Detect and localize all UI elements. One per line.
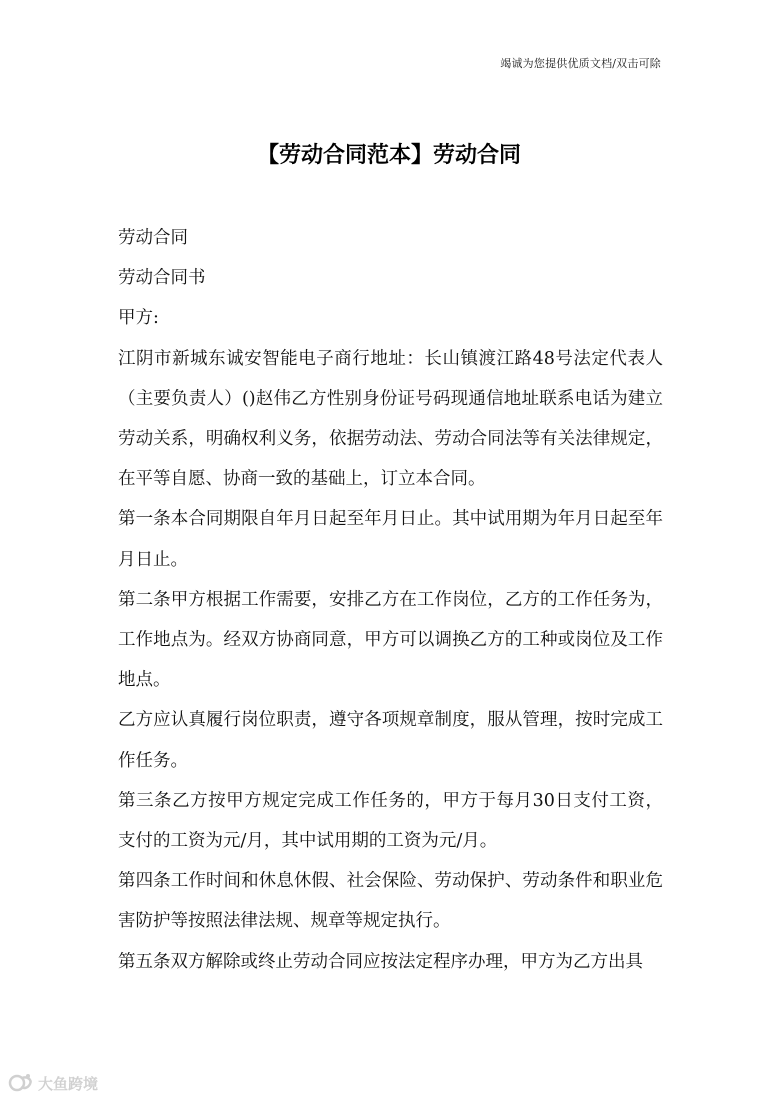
watermark-text: 大鱼跨境 (38, 1074, 99, 1093)
document-title: 【劳动合同范本】劳动合同 (256, 143, 521, 168)
watermark (8, 1072, 98, 1094)
paragraph: 劳动合同书 (118, 268, 206, 289)
brand-logo-icon (8, 1072, 34, 1094)
paragraph: 第三条乙方按甲方规定完成工作任务的，甲方于每月30日支付工资，支付的工资为元/月，其中试用期的工资为元/月。 (118, 790, 663, 852)
paragraph: 第二条甲方根据工作需要，安排乙方在工作岗位，乙方的工作任务为，工作地点为。经双方协商同意，甲方可以调换乙方的工种或岗位及工作地点。 (118, 589, 663, 691)
paragraph: 第四条工作时间和休息休假、社会保险、劳动保护、劳动条件和职业危害防护等按照法律法规、规章等规定执行。 (118, 871, 663, 932)
paragraph: 第一条本合同期限自年月日起至年月日止。其中试用期为年月日起至年月日止。 (118, 509, 663, 570)
paragraph: 甲方: (118, 308, 159, 329)
header-note: 竭诚为您提供优质文档/双击可除 (500, 57, 661, 70)
paragraph: 第五条双方解除或终止劳动合同应按法定程序办理，甲方为乙方出具 (118, 951, 643, 972)
paragraph: 乙方应认真履行岗位职责，遵守各项规章制度，服从管理，按时完成工作任务。 (118, 710, 663, 771)
paragraph: 劳动合同 (118, 228, 188, 248)
paragraph: 江阴市新城东诚安智能电子商行地址：长山镇渡江路48号法定代表人（主要负责人）()赵伟乙方性别身份证号码现通信地址联系电话为建立劳动关系，明确权利义务，依据劳动法、劳动合同法等有关法律规定，在平等自愿、协商一致的基础上，订立本合同。 (118, 348, 663, 490)
document-body (118, 218, 663, 982)
